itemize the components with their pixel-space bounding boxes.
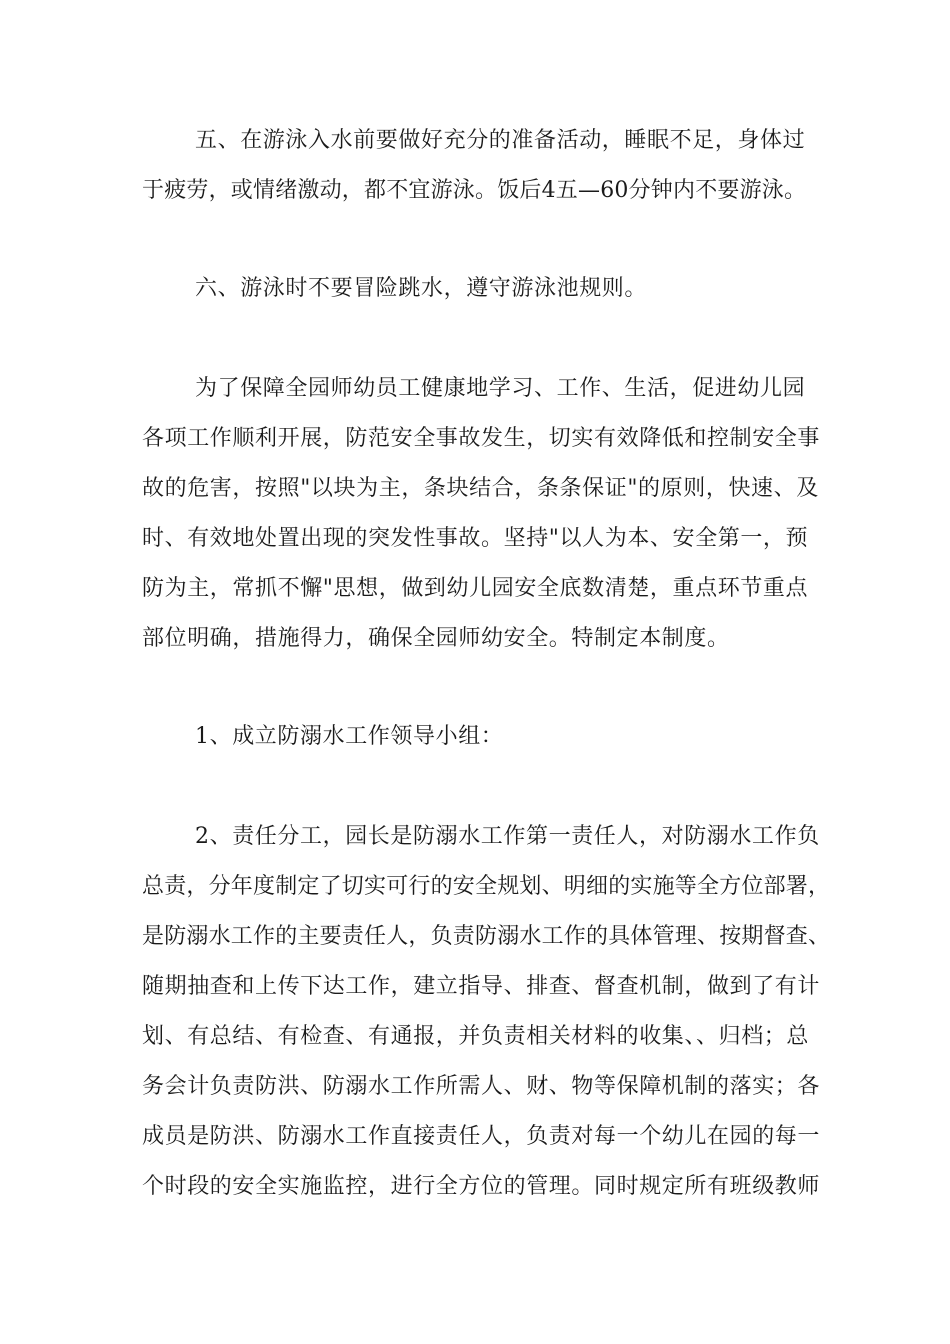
paragraph-4-line-1: 1、成立防溺水工作领导小组： (195, 724, 504, 749)
paragraph-3-line-3: 故的危害，按照"以块为主，条块结合，条条保证"的原则，快速、及 (142, 476, 819, 501)
paragraph-3-line-6: 部位明确，措施得力，确保全园师幼安全。特制定本制度。 (142, 626, 730, 651)
paragraph-5-line-7: 成员是防洪、防溺水工作直接责任人，负责对每一个幼儿在园的每一 (142, 1124, 821, 1149)
paragraph-3-line-2: 各项工作顺利开展，防范安全事故发生，切实有效降低和控制安全事 (142, 426, 821, 451)
paragraph-3-line-4: 时、有效地处置出现的突发性事故。坚持"以人为本、安全第一，预 (142, 526, 809, 551)
paragraph-5-line-5: 划、有总结、有检查、有通报，并负责相关材料的收集、、归档；总 (142, 1024, 810, 1049)
paragraph-3-line-1: 为了保障全园师幼员工健康地学习、工作、生活，促进幼儿园 (195, 376, 806, 401)
paragraph-1-line-1: 五、在游泳入水前要做好充分的准备活动，睡眠不足，身体过 (195, 128, 806, 153)
paragraph-5-line-1: 2、责任分工，园长是防溺水工作第一责任人，对防溺水工作负 (195, 824, 820, 849)
paragraph-2-line-1: 六、游泳时不要冒险跳水，遵守游泳池规则。 (195, 276, 648, 301)
paragraph-5-line-3: 是防溺水工作的主要责任人，负责防溺水工作的具体管理、按期督查、 (142, 924, 831, 949)
paragraph-5-line-8: 个时段的安全实施监控，进行全方位的管理。同时规定所有班级教师 (142, 1174, 821, 1199)
paragraph-5-line-4: 随期抽查和上传下达工作，建立指导、排查、督查机制，做到了有计 (142, 974, 821, 999)
paragraph-1-line-2: 于疲劳，或情绪激动，都不宜游泳。饭后4五—60分钟内不要游泳。 (142, 178, 807, 203)
paragraph-5-line-2: 总责，分年度制定了切实可行的安全规划、明细的实施等全方位部署， (142, 874, 831, 899)
paragraph-5-line-6: 务会计负责防洪、防溺水工作所需人、财、物等保障机制的落实；各 (142, 1074, 821, 1099)
paragraph-3-line-5: 防为主，常抓不懈"思想，做到幼儿园安全底数清楚，重点环节重点 (142, 576, 809, 601)
